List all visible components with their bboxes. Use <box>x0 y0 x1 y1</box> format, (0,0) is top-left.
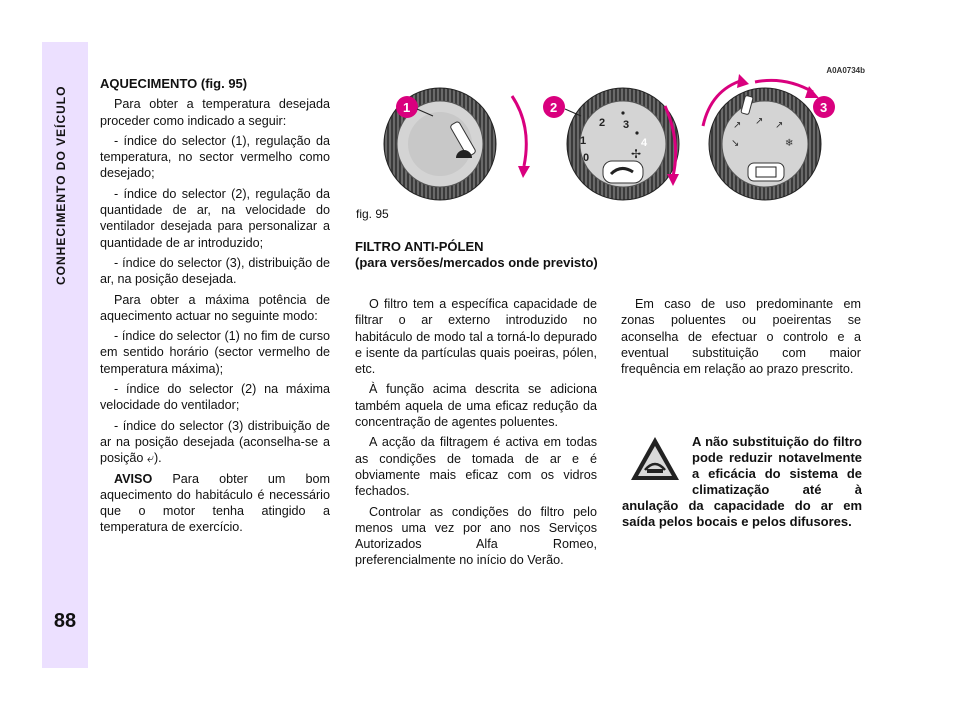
heating-paragraph: - índice do selector (2), regulação da quantidade de ar, na velocidade do ventilador desejada para personalizar a quantidade de ar introduzido; <box>100 186 330 250</box>
heating-paragraph: - índice do selector (3), distribuição de ar, na posição desejada. <box>100 255 330 287</box>
warning-box <box>622 434 862 530</box>
filter-paragraph: À função acima descrita se adiciona também aquela de uma eficaz redução da concentração de agentes poluentes. <box>355 382 597 430</box>
vent-icon: ↗ <box>755 116 764 127</box>
heating-paragraph: Para obter a temperatura desejada proceder como indicado a seguir: <box>100 97 330 128</box>
defrost-icon: ❄ <box>785 138 794 149</box>
heating-paragraph: - índice do selector (1), regulação da temperatura, no sector vermelho como desejado; <box>100 133 330 181</box>
filter-paragraph: A acção da filtragem é activa em todas as condições de tomada de ar e é obviamente mais eficaz com os vidros fechados. <box>355 435 597 499</box>
rotate-arrow <box>512 96 526 166</box>
filter-paragraph: Controlar as condições do filtro pelo menos uma vez por ano nos Serviços Autorizados Alfa Romeo, preferencialmente no início do Verão. <box>355 504 597 568</box>
svg-text:2: 2 <box>550 100 558 115</box>
note-text: Para obter um bom aquecimento do habitáculo é necessário que o motor tenha atingido a temperatura de exercício. <box>100 471 330 535</box>
fan-mark: 4 <box>641 137 648 149</box>
controls-illustration <box>355 66 865 206</box>
vent-icon: ↗ <box>733 120 742 131</box>
warning-text: A não substituição do filtro pode reduzir notavelmente a eficácia do sistema de climatização até à anulação da capacidade do ar em saída pelos bocais e pelos difusores. <box>622 434 862 529</box>
warning-triangle-icon <box>628 434 682 484</box>
fan-mark: 1 <box>580 135 587 147</box>
heating-column <box>100 76 330 540</box>
filter-column-left <box>355 296 597 573</box>
filter-paragraph: O filtro tem a específica capacidade de filtrar o ar externo introduzido no habitáculo de modo tal a torná-lo depurado e isente da partículas quais poeiras, pólen, etc. <box>355 297 597 377</box>
heating-heading: AQUECIMENTO (fig. 95) <box>100 76 248 91</box>
fan-icon: ✢ <box>631 147 642 161</box>
filter-heading: FILTRO ANTI-PÓLEN (para versões/mercados onde previsto) <box>355 239 598 270</box>
heating-paragraph: - índice do selector (2) na máxima velocidade do ventilador; <box>100 382 330 413</box>
page-number: 88 <box>53 610 77 632</box>
note-paragraph <box>100 471 330 536</box>
fan-speed-knob <box>567 88 679 200</box>
heating-paragraph: Para obter a máxima potência de aquecimento actuar no seguinte modo: <box>100 292 330 323</box>
heating-paragraph: - índice do selector (3) distribuição de ar na posição desejada (aconselha-se a posição ⤶). <box>100 418 330 466</box>
vent-icon: ↘ <box>731 138 740 149</box>
air-distribution-knob <box>709 88 821 200</box>
fan-mark: 0 <box>583 152 590 164</box>
filter-paragraph: Em caso de uso predominante em zonas poluentes ou poeirentas se aconselha de efectuar o controlo e a eventual substituição com maior frequência em relação ao prazo prescrito. <box>621 297 861 377</box>
section-title: CONHECIMENTO DO VEÍCULO <box>54 85 68 285</box>
vent-icon: ↗ <box>775 120 784 131</box>
note-label: AVISO <box>114 471 153 486</box>
figure-climate-controls <box>355 66 865 206</box>
figure-label: fig. 95 <box>356 207 389 221</box>
heating-paragraph: - índice do selector (1) no fim de curso em sentido horário (sector vermelho de temperatura máxima); <box>100 329 330 376</box>
fan-mark: 3 <box>623 119 630 131</box>
svg-text:3: 3 <box>820 100 828 115</box>
filter-column-right <box>621 296 861 381</box>
figure-code: A0A0734b <box>826 66 865 75</box>
svg-text:1: 1 <box>403 100 411 115</box>
fan-mark: 2 <box>599 117 606 129</box>
